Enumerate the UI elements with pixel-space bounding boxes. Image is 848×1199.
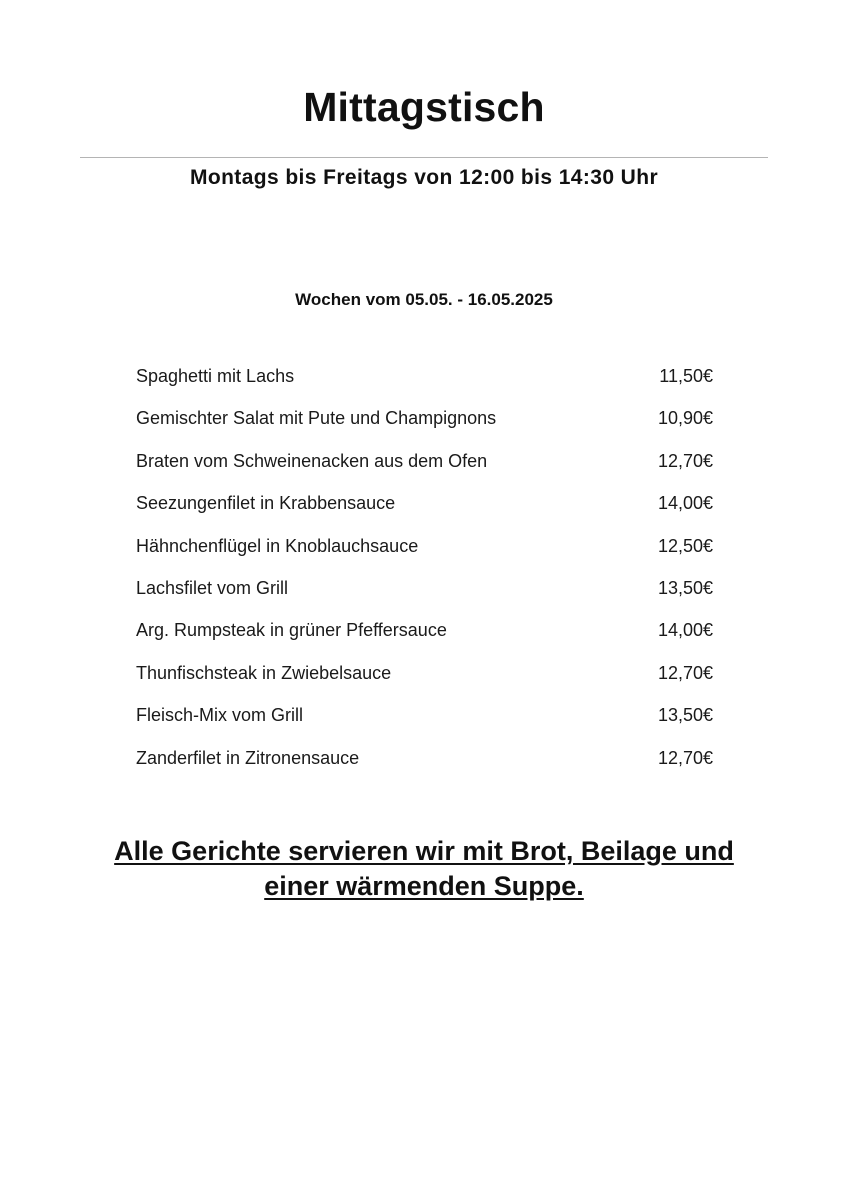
menu-item-price: 14,00€ (657, 620, 713, 641)
menu-item-name: Braten vom Schweinenacken aus dem Ofen (136, 450, 488, 471)
menu-item-price: 14,00€ (657, 493, 713, 514)
menu-item-name: Spaghetti mit Lachs (136, 366, 295, 386)
menu-item-name: Zanderfilet in Zitronensauce (136, 747, 360, 768)
menu-item-name: Hähnchenflügel in Knoblauchsauce (136, 535, 419, 556)
footer-note (60, 834, 788, 904)
menu-item-name: Fleisch-Mix vom Grill (136, 705, 304, 726)
menu-item-price: 13,50€ (657, 577, 713, 598)
menu-item-price: 12,50€ (657, 535, 713, 556)
menu-item-price: 12,70€ (657, 747, 713, 768)
page-title: Mittagstisch (303, 84, 545, 130)
footer-note-line-2: einer wärmenden Suppe. (264, 871, 584, 901)
menu-item-name: Seezungenfilet in Krabbensauce (136, 493, 396, 514)
menu-item (136, 408, 713, 450)
menu-item-name: Lachsfilet vom Grill (136, 577, 289, 598)
menu-item (136, 663, 713, 705)
menu-item-name: Gemischter Salat mit Pute und Champignons (136, 408, 497, 429)
menu-item (136, 366, 713, 408)
menu-item-price: 12,70€ (657, 662, 713, 683)
title-divider (80, 157, 768, 158)
menu-item (136, 620, 713, 662)
menu-list (136, 366, 713, 790)
footer-note-line-1: Alle Gerichte servieren wir mit Brot, Beilage und (114, 836, 734, 866)
menu-item-price: 12,70€ (657, 450, 713, 471)
menu-item-name: Thunfischsteak in Zwiebelsauce (136, 662, 392, 683)
menu-item-name: Arg. Rumpsteak in grüner Pfeffersauce (136, 620, 447, 641)
menu-item (136, 451, 713, 493)
menu-item (136, 705, 713, 747)
opening-hours: Montags bis Freitags von 12:00 bis 14:30 Uhr (189, 166, 659, 189)
menu-item (136, 536, 713, 578)
period-label: Wochen vom 05.05. - 16.05.2025 (295, 290, 553, 309)
menu-item-price: 11,50€ (659, 366, 713, 386)
menu-item (136, 748, 713, 790)
menu-item (136, 578, 713, 620)
menu-item (136, 493, 713, 535)
menu-item-price: 10,90€ (657, 408, 713, 429)
menu-item-price: 13,50€ (657, 705, 713, 726)
